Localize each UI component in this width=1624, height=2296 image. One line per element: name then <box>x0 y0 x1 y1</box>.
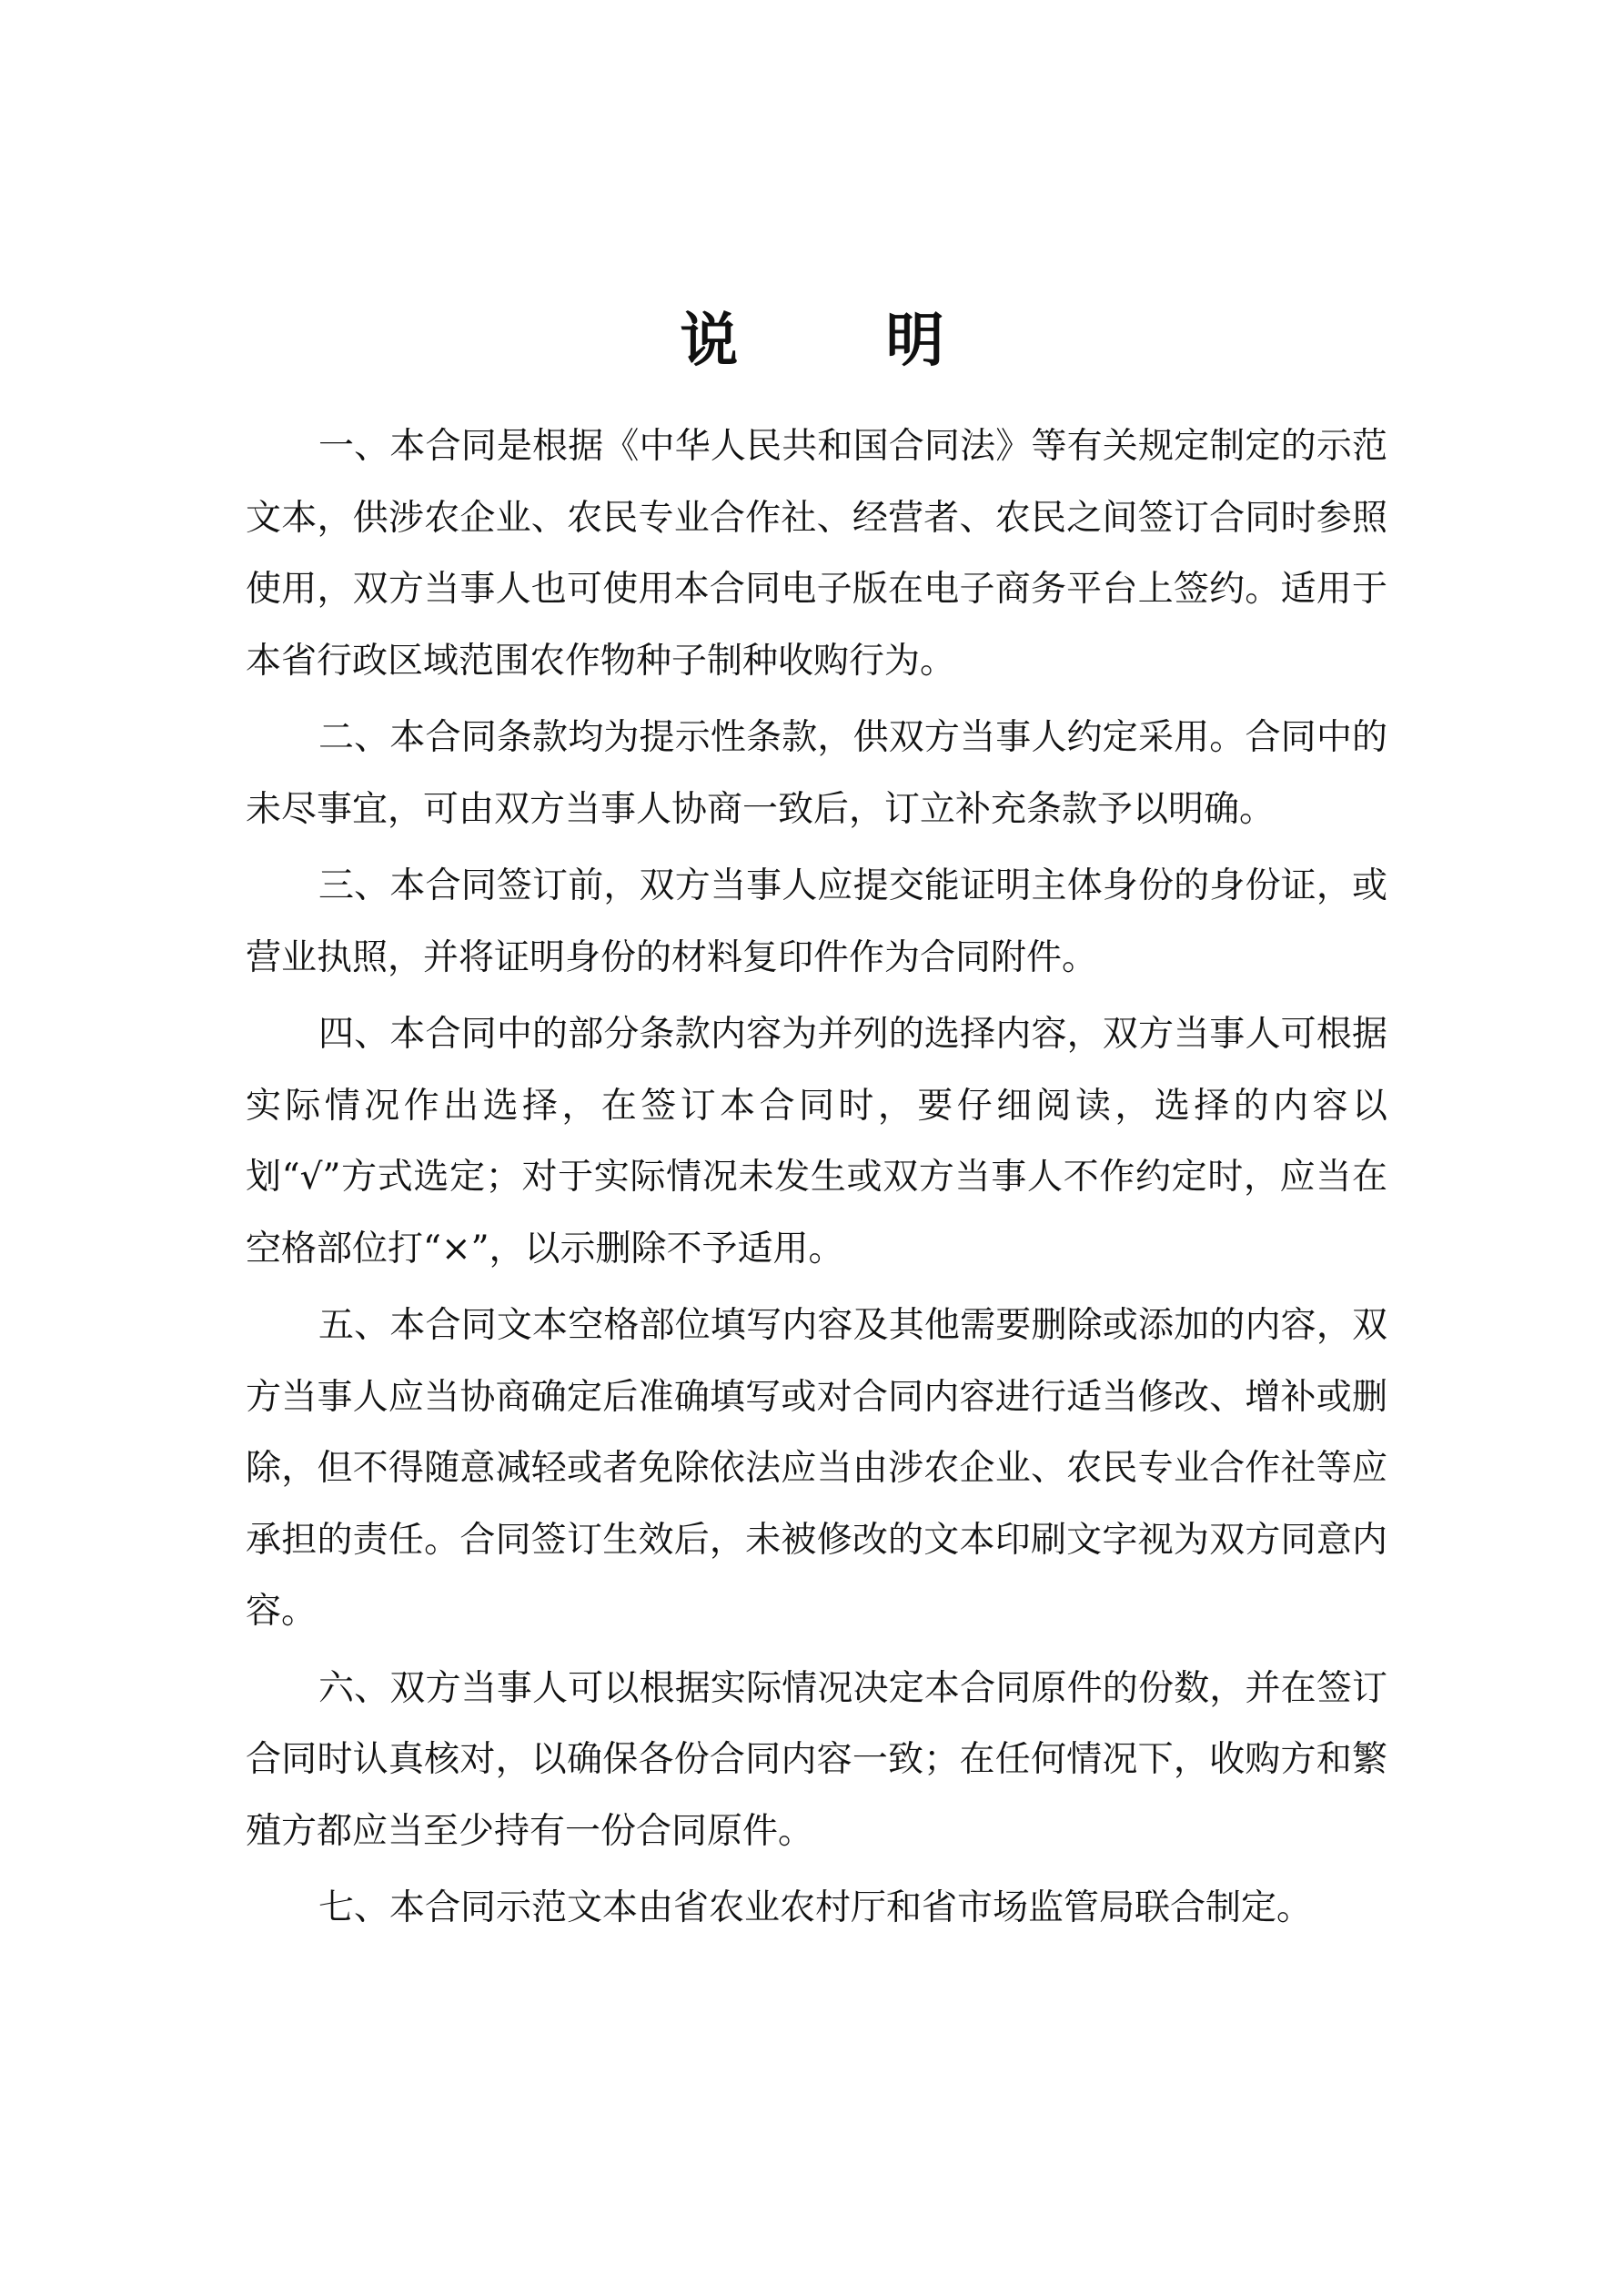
paragraph-7: 七、本合同示范文本由省农业农村厅和省市场监管局联合制定。 <box>318 1887 1313 1928</box>
paragraph-2: 二、本合同条款均为提示性条款，供双方当事人约定采用。合同中的未尽事宜，可由双方当事人协商一致后，订立补充条款予以明确。 <box>246 717 1387 830</box>
paragraph-4: 四、本合同中的部分条款内容为并列的选择内容，双方当事人可根据实际情况作出选择，在签订本合同时，要仔细阅读，选择的内容以划“√”方式选定；对于实际情况未发生或双方当事人不作约定时，应当在空格部位打“×”，以示删除不予适用。 <box>246 1014 1387 1269</box>
page-title: 说 明 <box>680 307 1008 375</box>
paragraph-6: 六、双方当事人可以根据实际情况决定本合同原件的份数，并在签订合同时认真核对，以确保各份合同内容一致；在任何情况下，收购方和繁殖方都应当至少持有一份合同原件。 <box>246 1667 1387 1852</box>
paragraph-5: 五、本合同文本空格部位填写内容及其他需要删除或添加的内容，双方当事人应当协商确定后准确填写或对合同内容进行适当修改、增补或删除，但不得随意减轻或者免除依法应当由涉农企业、农民专业合作社等应承担的责任。合同签订生效后，未被修改的文本印刷文字视为双方同意内容。 <box>246 1305 1387 1632</box>
paragraph-1: 一、本合同是根据《中华人民共和国合同法》等有关规定制定的示范文本，供涉农企业、农民专业合作社、经营者、农民之间签订合同时参照使用，双方当事人也可使用本合同电子版在电子商务平台上签约。适用于本省行政区域范围农作物种子制种收购行为。 <box>246 426 1387 682</box>
paragraph-3: 三、本合同签订前，双方当事人应提交能证明主体身份的身份证，或营业执照，并将证明身份的材料复印件作为合同附件。 <box>246 865 1387 978</box>
document-body <box>246 411 1387 1950</box>
